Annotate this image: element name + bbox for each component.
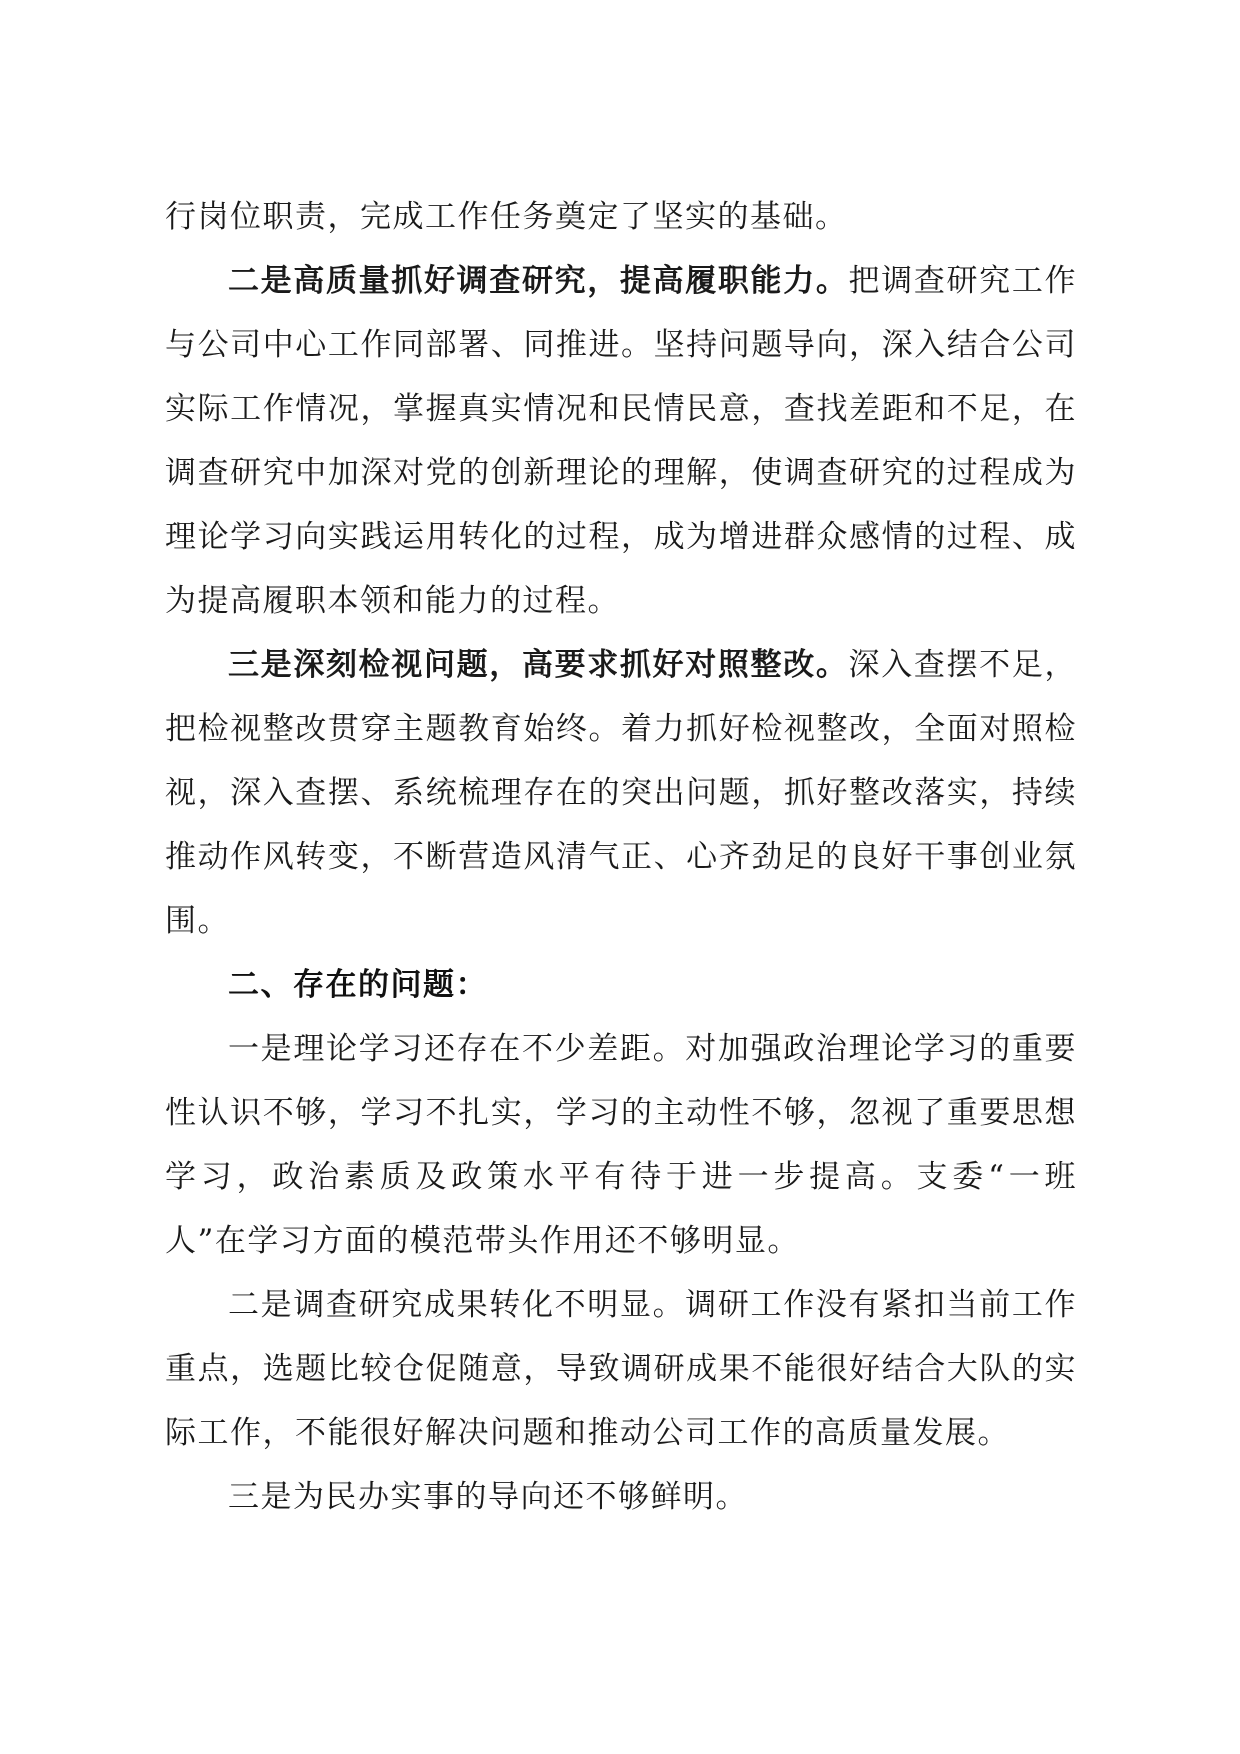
problem-paragraph-service: 三是为民办实事的导向还不够鲜明。 <box>228 1479 748 1515</box>
rectification-paragraph <box>165 633 1077 953</box>
problem-paragraph-theory: 一是理论学习还存在不少差距。对加强政治理论学习的重要性认识不够，学习不扎实，学习的主动性不够，忽视了重要思想学习，政治素质及政策水平有待于进一步提高。支委“一班人”在学习方面的模范带头作用还不够明显。 <box>165 1031 1077 1259</box>
rectification-paragraph-lead: 三是深刻检视问题，高要求抓好对照整改。 <box>228 647 849 683</box>
problem-paragraph-research: 二是调查研究成果转化不明显。调研工作没有紧扣当前工作重点，选题比较仓促随意，导致调研成果不能很好结合大队的实际工作，不能很好解决问题和推动公司工作的高质量发展。 <box>165 1287 1077 1451</box>
research-paragraph-body: 把调查研究工作与公司中心工作同部署、同推进。坚持问题导向，深入结合公司实际工作情况，掌握真实情况和民情民意，查找差距和不足，在调查研究中加深对党的创新理论的理解，使调查研究的过程成为理论学习向实践运用转化的过程，成为增进群众感情的过程、成为提高履职本领和能力的过程。 <box>165 263 1078 619</box>
rectification-paragraph-body: 深入查摆不足，把检视整改贯穿主题教育始终。着力抓好检视整改，全面对照检视，深入查摆、系统梳理存在的突出问题，抓好整改落实，持续推动作风转变，不断营造风清气正、心齐劲足的良好干事创业氛围。 <box>165 647 1078 939</box>
research-paragraph <box>165 249 1077 633</box>
section-heading-problems: 二、存在的问题： <box>228 967 488 1003</box>
continuation-paragraph: 行岗位职责，完成工作任务奠定了坚实的基础。 <box>165 199 848 235</box>
research-paragraph-lead: 二是高质量抓好调查研究，提高履职能力。 <box>228 263 849 299</box>
document-body <box>165 185 1077 1529</box>
